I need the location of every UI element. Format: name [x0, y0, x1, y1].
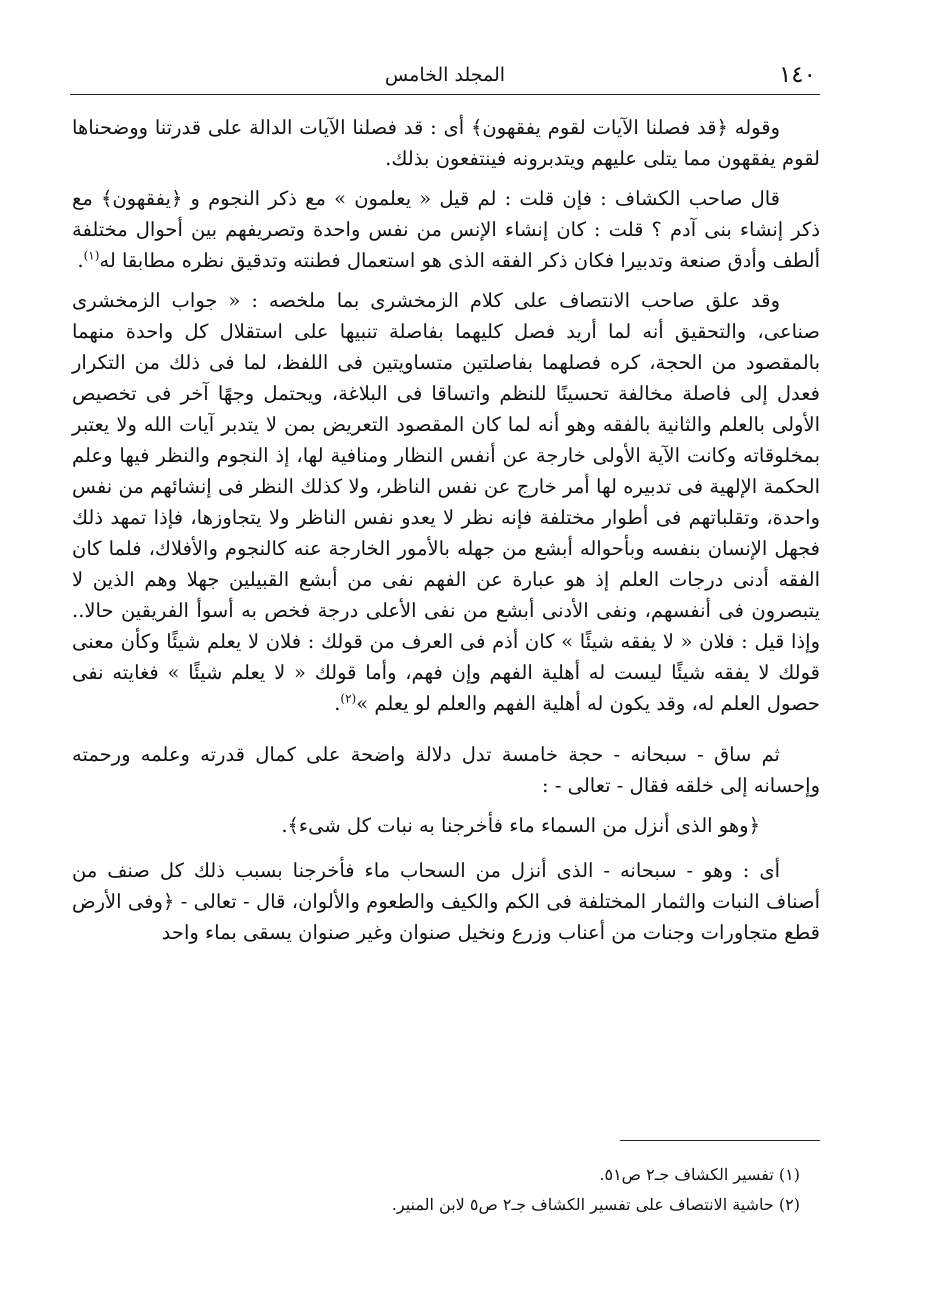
- paragraph-5: أى : وهو - سبحانه - الذى أنزل من السحاب ماء فأخرجنا بسبب ذلك كل صنف من أصناف النبات والثمار المختلفة فى الكم والكيف والطعوم والألوان، قال - تعالى - ﴿وفى الأرض قطع متجاورات وجنات من أعناب وزرع ونخيل صنوان وغير صنوان يسقى بماء واحد: [72, 859, 820, 944]
- quran-verse: ﴿وهو الذى أنزل من السماء ماء فأخرجنا به نبات كل شىء﴾.: [281, 814, 760, 837]
- page-number: ١٤٠: [778, 62, 816, 88]
- footnote-2: (٢) حاشية الانتصاف على تفسير الكشاف جـ٢ ص٥ لابن المنير.: [391, 1195, 800, 1214]
- footnote-1: (١) تفسير الكشاف جـ٢ ص٥١.: [599, 1165, 800, 1184]
- footnote-divider: [620, 1140, 820, 1141]
- paragraph-3-text: وقد علق صاحب الانتصاف على كلام الزمخشرى بما ملخصه : « جواب الزمخشرى صناعى، والتحقيق أنه لما أريد فصل كليهما بفاصلة تنبيها على استقلال كل واحدة منهما بالمقصود من الحجة، كره فصلهما بفاصلتين متساويتين فى اللفظ، لما فى ذلك من التكرار فعدل إلى فاصلة مخالفة تحسينًا للنظم واتساقا فى البلاغة، ويحتمل وجهًا آخر فى تخصيص الأولى بالعلم والثانية بالفقه وهو أنه لما كان المقصود التعريض بمن لا يتدبر آيات الله ولا يعتبر بمخلوقاته وكانت الآية الأولى خارجة عن أنفس النظار ومنافية لها، إذ النجوم والنظر فيها وعلم الحكمة الإلهية فى تدبيره لها أمر خارج عن نفس الناظر، ولا كذلك النظر فى إنشائهم من نفس واحدة، وتقلباتهم فى أطوار مختلفة فإنه نظر لا يعدو نفس الناظر ولا يتجاوزها، فإذا تمهد ذلك فجهل الإنسان بنفسه وبأحواله أبشع من جهله بالأمور الخارجة عنه كالنجوم والأفلاك، فلما كان الفقه أدنى درجات العلم إذ هو عبارة عن الفهم نفى من أبشع القبيلين جهلا وهم الذين لا يتبصرون فى أنفسهم، ونفى الأدنى أبشع من نفى الأعلى درجة فخص به أسوأ الفريقين حالا.. وإذا قيل : فلان « لا يفقه شيئًا » كان أذم فى العرف من قولك : فلان لا يعلم شيئًا وكأن معنى قولك لا يفقه شيئًا ليست له أهلية الفهم وإن فهم، وأما قولك « لا يعلم شيئًا » فغايته نفى حصول العلم له، وقد يكون له أهلية الفهم والعلم لو يعلم »: [72, 289, 820, 715]
- paragraph-3: [72, 285, 820, 719]
- footnote-ref-1: (١): [83, 248, 100, 263]
- body-text: [72, 112, 820, 957]
- footnotes: [150, 1160, 800, 1220]
- paragraph-4: ثم ساق - سبحانه - حجة خامسة تدل دلالة واضحة على كمال قدرته وعلمه ورحمته وإحسانه إلى خلقه فقال - تعالى - :: [72, 743, 820, 797]
- paragraph-1: وقوله ﴿قد فصلنا الآيات لقوم يفقهون﴾ أى : قد فصلنا الآيات الدالة على قدرتنا ووضحناها لقوم يفقهون مما يتلى عليهم ويتدبرونه فينتفعون بذلك.: [72, 116, 820, 170]
- footnote-ref-2: (٢): [340, 691, 357, 706]
- paragraph-2-end: .: [77, 249, 84, 272]
- paragraph-2: [72, 183, 820, 276]
- paragraph-2-text: قال صاحب الكشاف : فإن قلت : لم قيل « يعلمون » مع ذكر النجوم و ﴿يفقهون﴾ مع ذكر إنشاء بنى آدم ؟ قلت : كان إنشاء الإنس من نفس واحدة وتصريفهم بين أحوال مختلفة ألطف وأدق صنعة وتدبيرا فكان ذكر الفقه الذى هو استعمال فطنته وتدقيق نظره مطابقا له: [72, 187, 820, 272]
- paragraph-3-end: .: [334, 692, 341, 715]
- page-header: [70, 58, 820, 95]
- running-title: المجلد الخامس: [384, 64, 506, 86]
